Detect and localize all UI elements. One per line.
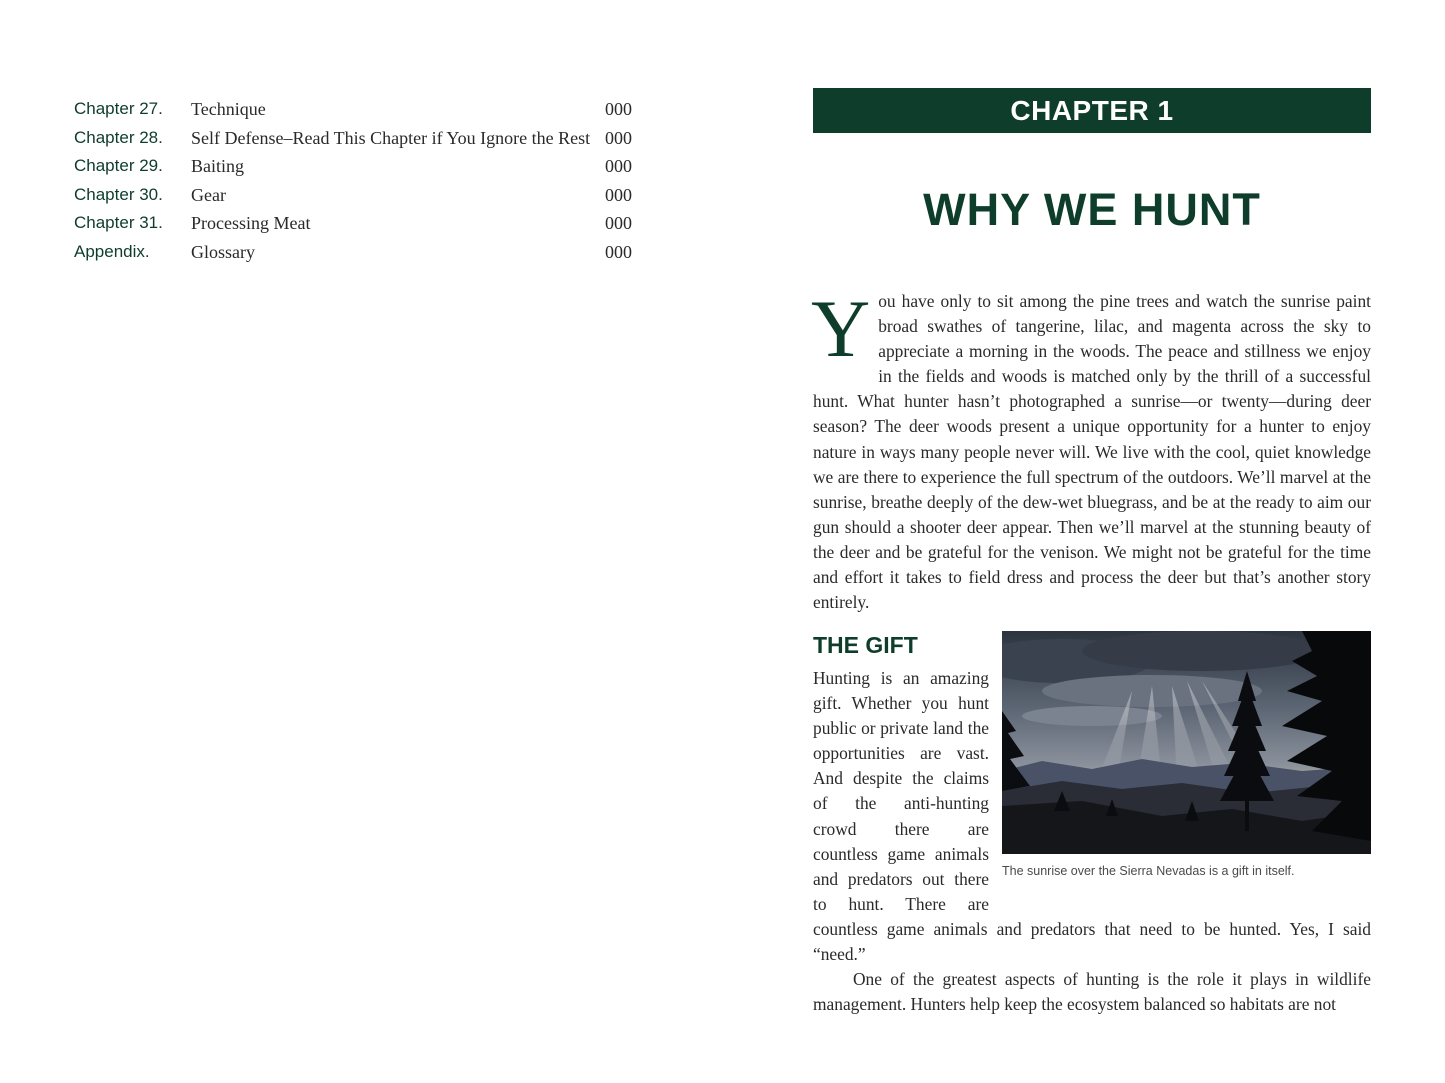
chapter-label-banner: CHAPTER 1	[813, 88, 1371, 133]
toc-entry	[74, 124, 634, 153]
toc-chapter-number: Chapter 29.	[74, 156, 163, 176]
toc-chapter-title: Baiting	[191, 156, 244, 177]
toc-page-number: 000	[605, 213, 632, 234]
intro-text: ou have only to sit among the pine trees and watch the sunrise paint broad swathes of tangerine, lilac, and magenta across the sky to appreciate a morning in the woods. The peace and stillness we enjoy in the fields and woods is matched only by the thrill of a successful hunt. What hunter hasn’t photographed a sunrise—or twenty—during deer season? The deer woods present a unique opportunity for a hunter to enjoy nature in ways many people never will. We live with the cool, quiet knowledge we are there to experience the full spectrum of the outdoors. We’ll marvel at the sunrise, breathe deeply of the dew-wet bluegrass, and be at the ready to aim our gun should a shooter deer appear. Then we’ll marvel at the stunning beauty of the deer and be grateful for the venison. We might not be grateful for the time and effort it takes to field dress and process the deer but that’s another story entirely.	[813, 291, 1371, 613]
chapter-title: WHY WE HUNT	[923, 184, 1261, 235]
toc-chapter-title: Technique	[191, 99, 266, 119]
toc-entry	[74, 181, 634, 210]
toc-page-number: 000	[605, 184, 632, 205]
toc-chapter-title: Gear	[191, 184, 226, 205]
gift-paragraph: Hunting is an amazing gift. Whether you hunt public or private land the opportunities are vast. And despite the claims of the anti-hunting crowd there are countless game animals and predators out there to hunt. There are countless game animals and predators that need to be hunted. Yes, I said “need.”	[813, 668, 1371, 965]
figure-caption: The sunrise over the Sierra Nevadas is a gift in itself.	[1002, 864, 1295, 878]
table-of-contents	[74, 95, 634, 267]
toc-page-number: 000	[605, 156, 632, 177]
toc-chapter-number: Chapter 27.	[74, 99, 163, 118]
intro-paragraph	[811, 283, 1371, 615]
toc-chapter-title: Processing Meat	[191, 213, 311, 234]
toc-page-number: 000	[605, 127, 632, 148]
toc-chapter-title: Self Defense–Read This Chapter if You Ignore the Rest	[191, 127, 591, 148]
drop-cap: Y	[811, 283, 871, 374]
toc-entry	[74, 238, 634, 267]
toc-chapter-title: Glossary	[191, 241, 255, 262]
toc-entry	[74, 152, 634, 181]
toc-chapter-number: Chapter 31.	[74, 213, 163, 233]
toc-page-number: 000	[605, 241, 632, 262]
section-heading: THE GIFT	[813, 632, 918, 658]
toc-chapter-number: Chapter 28.	[74, 127, 163, 147]
toc-entry	[74, 209, 634, 238]
toc-entry	[74, 95, 634, 124]
toc-chapter-number: Appendix.	[74, 241, 150, 261]
toc-chapter-number: Chapter 30.	[74, 184, 163, 204]
management-paragraph: One of the greatest aspects of hunting is the role it plays in wildlife management. Hunters help keep the ecosystem balanced so habitats are not	[813, 969, 1371, 1015]
sunrise-photo	[1002, 631, 1371, 854]
toc-page-number: 000	[605, 99, 632, 119]
